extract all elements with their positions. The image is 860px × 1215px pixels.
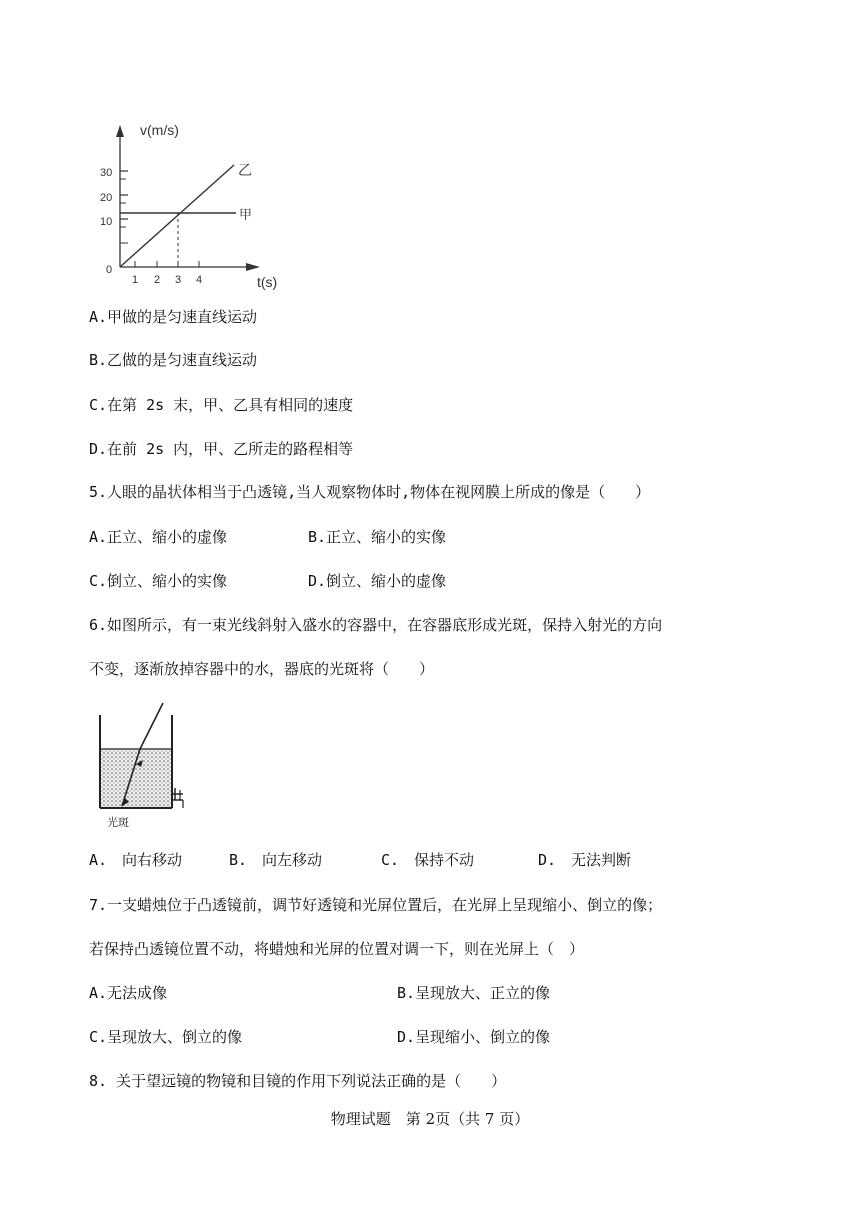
q4-option-a: A.甲做的是匀速直线运动 [89,308,258,326]
q8-stem: 8. 关于望远镜的物镜和目镜的作用下列说法正确的是（ ） [89,1072,507,1090]
q6-option-a: A. 向右移动 [89,851,183,869]
q5-stem: 5.人眼的晶状体相当于凸透镜,当人观察物体时,物体在视网膜上所成的像是（ ） [89,483,651,501]
q5-option-a: A.正立、缩小的虚像 [89,528,228,546]
q6-stem-line2: 不变，逐渐放掉容器中的水，器底的光斑将（ ） [89,660,435,678]
x-tick-4: 4 [196,274,203,286]
x-axis-label: t(s) [257,274,278,290]
q7-option-d: D.呈现缩小、倒立的像 [397,1028,551,1046]
velocity-time-graph [100,115,315,295]
q7-option-c: C.呈现放大、倒立的像 [89,1028,243,1046]
y-tick-0: 0 [106,264,113,276]
water-container-figure [95,700,195,830]
q7-stem-line2: 若保持凸透镜位置不动，将蜡烛和光屏的位置对调一下，则在光屏上（ ） [89,940,585,958]
y-axis-arrow [116,125,124,137]
label-yi: 乙 [238,162,252,178]
q6-option-b: B. 向左移动 [229,851,323,869]
line-yi [120,165,234,267]
incident-ray [140,703,163,749]
y-tick-30: 30 [100,167,113,179]
x-tick-3: 3 [175,274,182,286]
q6-option-c: C. 保持不动 [381,851,475,869]
y-tick-10: 10 [100,216,113,228]
light-spot-label: 光斑 [107,817,129,829]
label-jia: 甲 [239,207,253,222]
q7-option-b: B.呈现放大、正立的像 [397,984,551,1002]
q7-stem-line1: 7.一支蜡烛位于凸透镜前，调节好透镜和光屏位置后，在光屏上呈现缩小、倒立的像； [89,896,663,914]
q7-option-a: A.无法成像 [89,984,168,1002]
q6-stem-line1: 6.如图所示，有一束光线斜射入盛水的容器中，在容器底形成光斑，保持入射光的方向 [89,616,663,634]
q5-option-d: D.倒立、缩小的虚像 [308,572,447,590]
q6-option-d: D. 无法判断 [538,851,632,869]
q4-option-d: D.在前 2s 内，甲、乙所走的路程相等 [89,440,354,458]
y-tick-20: 20 [100,192,113,204]
q4-option-b: B.乙做的是匀速直线运动 [89,351,258,369]
drain-tap-icon [172,788,183,808]
y-axis-label: v(m/s) [140,122,179,138]
x-tick-1: 1 [132,274,139,286]
q5-option-b: B.正立、缩小的实像 [308,528,447,546]
q5-option-c: C.倒立、缩小的实像 [89,572,228,590]
q4-option-c: C.在第 2s 末，甲、乙具有相同的速度 [89,396,354,414]
page-footer: 物理试题 第 2页（共 7 页） [330,1110,530,1128]
x-tick-2: 2 [154,274,161,286]
x-axis-arrow [246,263,260,271]
water [100,749,172,807]
